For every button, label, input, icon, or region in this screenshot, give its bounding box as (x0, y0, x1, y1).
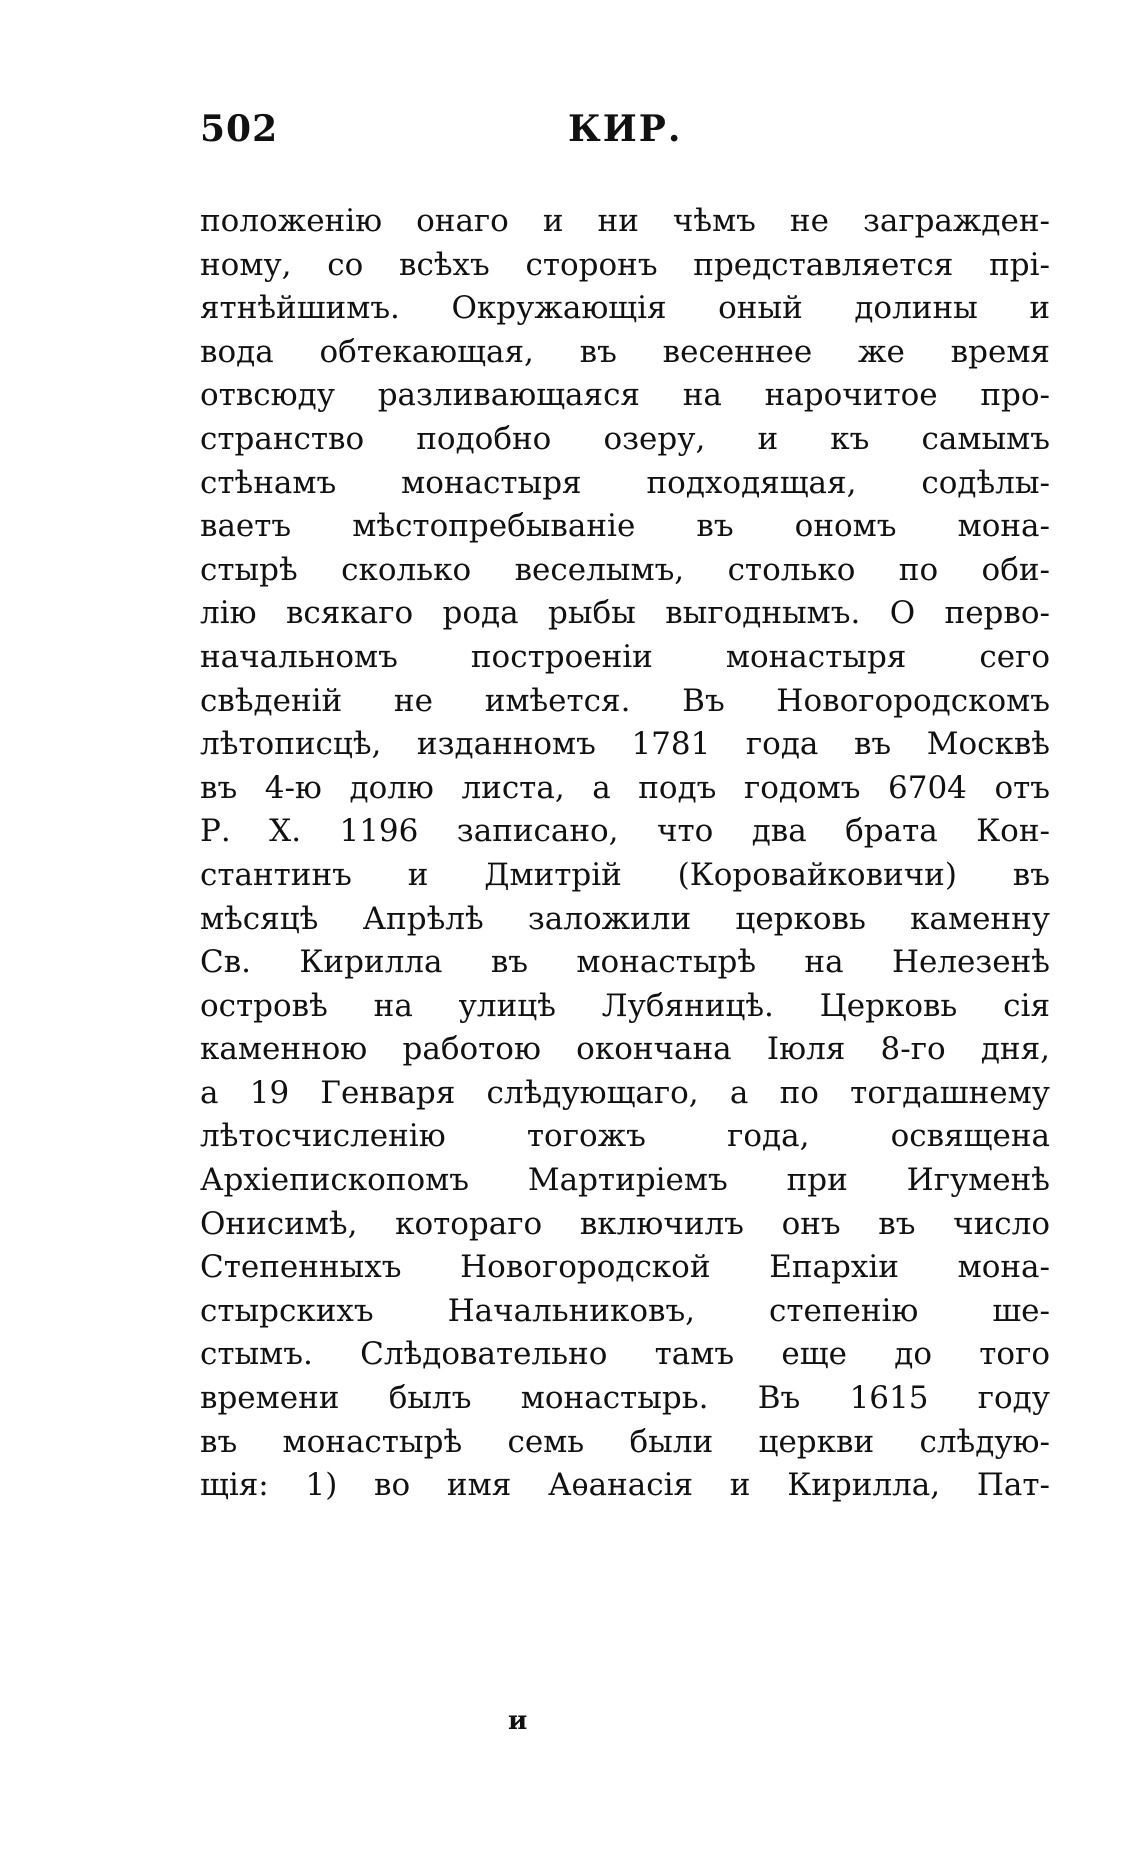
text-line: каменною работою окончана Іюля 8-го дня, (200, 1031, 1050, 1068)
signature-mark: и (508, 1706, 528, 1736)
text-line: Св. Кирилла въ монастырѣ на Нелезенѣ (200, 944, 1050, 981)
text-line: ваетъ мѣстопребываніе въ ономъ мона- (200, 508, 1050, 545)
text-line: положенію онаго и ни чѣмъ не загражден- (200, 203, 1050, 239)
text-line: стымъ. Слѣдовательно тамъ еще до того (200, 1336, 1050, 1373)
text-line: Онисимѣ, котораго включилъ онъ въ число (200, 1205, 1050, 1242)
text-line: въ 4-ю долю листа, а подъ годомъ 6704 отъ (200, 769, 1050, 806)
text-line: стырѣ сколько веселымъ, столько по оби- (200, 551, 1050, 588)
text-line: мѣсяцѣ Апрѣлѣ заложили церковь каменну (200, 900, 1050, 937)
text-line: стырскихъ Начальниковъ, степенію ше- (200, 1292, 1050, 1329)
text-line: вода обтекающая, въ весеннее же время (200, 333, 1050, 370)
text-line: щія: 1) во имя Аѳанасія и Кирилла, Пат- (200, 1467, 1050, 1504)
running-head: КИР. (568, 108, 683, 150)
text-line: отвсюду разливающаяся на нарочитое про- (200, 377, 1050, 414)
text-line: лію всякаго рода рыбы выгоднымъ. О перво- (200, 595, 1050, 632)
text-line: ятнѣйшимъ. Окружающія оный долины и (200, 290, 1050, 327)
text-line: Степенныхъ Новогородской Епархіи мона- (200, 1249, 1050, 1286)
page-number: 502 (200, 108, 279, 150)
text-line: въ монастырѣ семь были церкви слѣдую- (200, 1423, 1050, 1460)
text-line: странство подобно озеру, и къ самымъ (200, 420, 1050, 457)
text-line: Р. Х. 1196 записано, что два брата Кон- (200, 813, 1050, 850)
text-line: свѣденій не имѣется. Въ Новогородскомъ (200, 682, 1050, 719)
text-line: островѣ на улицѣ Лубяницѣ. Церковь сія (200, 987, 1050, 1024)
body-text (200, 200, 1050, 1508)
text-line: времени былъ монастырь. Въ 1615 году (200, 1380, 1050, 1417)
text-line: лѣтописцѣ, изданномъ 1781 года въ Москвѣ (200, 726, 1050, 763)
text-line: лѣтосчисленію тогожъ года, освящена (200, 1118, 1050, 1155)
text-line: а 19 Генваря слѣдующаго, а по тогдашнему (200, 1074, 1050, 1111)
text-line: стантинъ и Дмитрій (Коровайковичи) въ (200, 856, 1050, 893)
text-line: стѣнамъ монастыря подходящая, содѣлы- (200, 464, 1050, 501)
text-line: ному, со всѣхъ сторонъ представляется прі- (200, 246, 1050, 283)
text-line: Архіепископомъ Мартиріемъ при Игуменѣ (200, 1162, 1050, 1199)
page-header (200, 108, 1050, 158)
text-line: начальномъ построеніи монастыря сего (200, 638, 1050, 675)
